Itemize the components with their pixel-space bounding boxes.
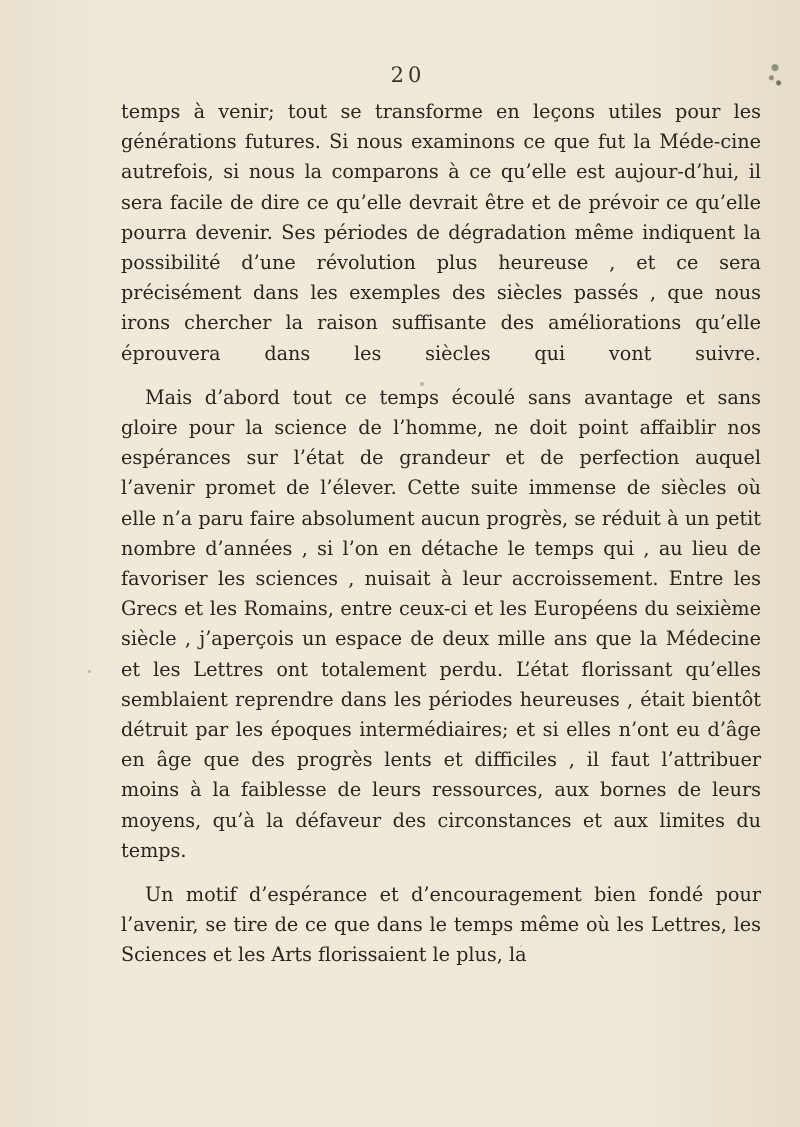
paper-speck — [420, 382, 424, 386]
paper-speck — [88, 670, 91, 673]
paragraph-2: Mais d’abord tout ce temps écoulé sans avantage et sans gloire pour la science de l’homme, ne doit point affaiblir nos espérances sur l’état de grandeur et de perfection auquel l’avenir promet de l’élever. Cette suite immense de siècles où elle n’a paru faire absolument aucun progrès, se réduit à un petit nombre d’années , si l’on en détache le temps qui , au lieu de favoriser les sciences , nuisait à leur accroissement. Entre les Grecs et les Romains, entre ceux-ci et les Européens du seixième siècle , j’aperçois un espace de deux mille ans que la Médecine et les Lettres ont totalement perdu. L’état florissant qu’elles semblaient reprendre dans les périodes heureuses , était bientôt détruit par les époques intermédiaires; et si elles n’ont eu d’âge en âge que des progrès lents et difficiles , il faut l’attribuer moins à la faiblesse de leurs ressources, aux bornes de leurs moyens, qu’à la défaveur des circonstances et aux limites du temps. — [121, 385, 761, 862]
page-number: 20 — [390, 63, 426, 87]
paper-speck — [520, 945, 522, 947]
corner-stain — [766, 54, 784, 88]
paragraph-3: Un motif d’espérance et d’encouragement bien fondé pour l’avenir, se tire de ce que dans le temps même où les Lettres, les Sciences et les Arts florissaient le plus, la — [121, 883, 761, 967]
body-text — [121, 97, 761, 971]
paragraph-1: temps à venir; tout se transforme en leçons utiles pour les générations futures. Si nous examinons ce que fut la Méde-cine autrefois, si nous la comparons à ce qu’elle est aujour-d’hui, il sera facile de dire ce qu’elle devrait être et de prévoir ce qu’elle pourra devenir. Ses périodes de dégradation même indiquent la possibilité d’une révolution plus heureuse , et ce sera précisément dans les exemples des siècles passés , que nous irons chercher la raison suffisante des améliorations qu’elle éprouvera dans les siècles qui vont suivre. — [121, 100, 761, 365]
